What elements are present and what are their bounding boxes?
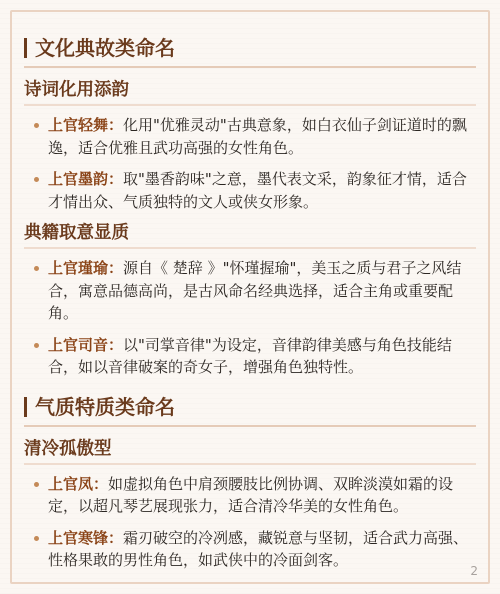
list-item (24, 257, 476, 325)
item-separator: ： (108, 116, 124, 134)
bullet-icon (34, 266, 39, 271)
item-text: 如虚拟角色中肩颈腰肢比例协调、双眸淡漠如霜的设定，以超凡琴艺展现张力，适合清冷华美的女性角色。 (48, 474, 454, 515)
group-classics (24, 221, 476, 379)
group-title: 诗词化用添韵 (24, 80, 129, 100)
section-temperament (24, 393, 476, 572)
group-divider (24, 463, 476, 465)
item-name: 上官轻舞 (48, 116, 109, 134)
group-divider (24, 104, 476, 106)
item-separator: ： (108, 259, 124, 277)
item-name: 上官墨韵 (48, 170, 109, 188)
group-title: 典籍取意显质 (24, 223, 129, 243)
page-number: 2 (470, 564, 478, 578)
bullet-icon (34, 343, 39, 348)
list-item (24, 334, 476, 379)
section-cultural (24, 34, 476, 379)
bullet-icon (34, 482, 39, 487)
item-separator: ： (93, 474, 109, 493)
section-divider (24, 66, 476, 68)
bullet-icon (34, 536, 39, 541)
section-title: 文化典故类命名 (35, 36, 175, 60)
heading-bar (24, 397, 27, 417)
content (24, 34, 476, 572)
list-item (24, 473, 476, 518)
item-text: 以"司掌音律"为设定，音律韵律美感与角色技能结合，如以音律破案的奇女子，增强角色独特性。 (48, 335, 452, 376)
section-title: 气质特质类命名 (35, 394, 175, 419)
heading-bar (24, 38, 27, 58)
item-text: 取"墨香韵味"之意，墨代表文采，韵象征才情，适合才情出众、气质独特的文人或侠女形象。 (48, 170, 467, 211)
item-separator: ： (108, 528, 124, 547)
bullet-icon (34, 123, 39, 128)
item-name: 上官寒锋 (48, 528, 109, 547)
section-heading (24, 34, 476, 62)
item-text: 霜刃破空的冷冽感，藏锐意与坚韧，适合武力高强、性格果敢的男性角色，如武侠中的冷面剑客。 (48, 528, 469, 569)
item-name: 上官凤 (48, 474, 94, 493)
list-item (24, 114, 476, 159)
item-name: 上官瑾瑜 (48, 259, 109, 277)
section-heading (24, 393, 476, 421)
item-text: 化用"优雅灵动"古典意象，如白衣仙子剑证道时的飘逸，适合优雅且武功高强的女性角色。 (48, 116, 467, 157)
group-title: 清冷孤傲型 (24, 438, 112, 459)
group-divider (24, 247, 476, 249)
item-separator: ： (108, 170, 124, 188)
list-item (24, 527, 476, 572)
bullet-icon (34, 177, 39, 182)
item-name: 上官司音 (48, 335, 109, 354)
group-aloof (24, 437, 476, 572)
item-separator: ： (108, 335, 124, 354)
section-divider (24, 425, 476, 427)
list-item (24, 168, 476, 213)
item-text: 源自《 楚辞 》"怀瑾握瑜"，美玉之质与君子之风结合，寓意品德高尚，是古风命名经典选择，适合主角或重要配角。 (48, 259, 462, 322)
group-poetry (24, 78, 476, 213)
